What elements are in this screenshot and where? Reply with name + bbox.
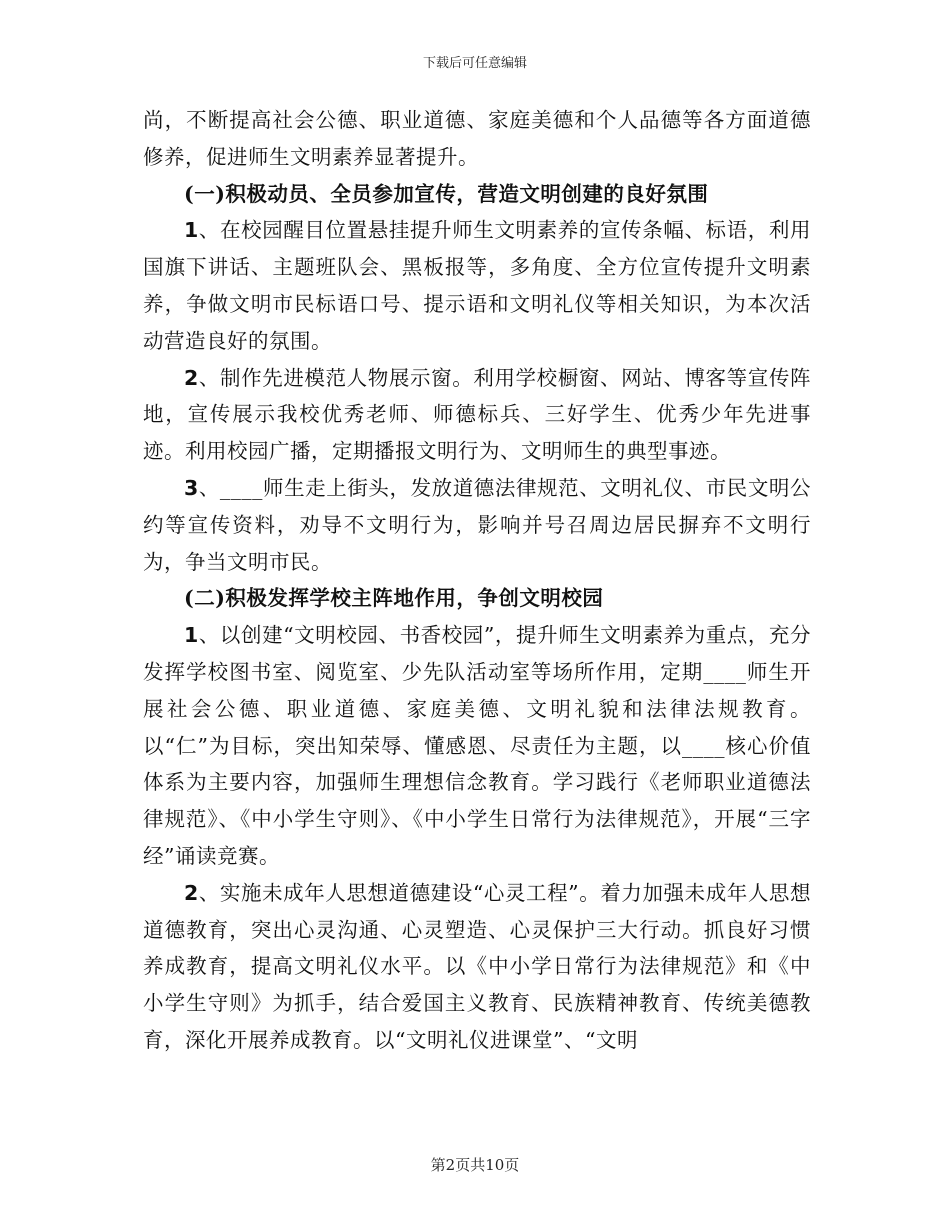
paragraph-text: 、在校园醒目位置悬挂提升师生文明素养的宣传条幅、标语，利用国旗下讲话、主题班队会、黑板报等，多角度、全方位宣传提升文明素养，争做文明市民标语口号、提示语和文明礼仪等相关知识，为本次活动营造良好的氛围。 [143,218,811,353]
item-number: 1 [184,218,199,243]
paragraph-text: 、____师生走上街头，发放道德法律规范、文明礼仪、市民文明公约等宣传资料，劝导不文明行为，影响并号召周边居民摒弃不文明行为，争当文明市民。 [143,475,811,574]
paragraph-text: 、制作先进模范人物展示窗。利用学校橱窗、网站、博客等宣传阵地，宣传展示我校优秀老师、师德标兵、三好学生、优秀少年先进事迹。利用校园广播，定期播报文明行为、文明师生的典型事迹。 [143,365,811,464]
section-heading [143,176,811,213]
paragraph [143,875,811,1059]
section-heading [143,580,811,617]
paragraph-text: 、实施未成年人思想道德建设“心灵工程”。着力加强未成年人思想道德教育，突出心灵沟通、心灵塑造、心灵保护三大行动。抓良好习惯养成教育，提高文明礼仪水平。以《中小学日常行为法律规范》和《中小学生守则》为抓手，结合爱国主义教育、民族精神教育、传统美德教育，深化开展养成教育。以“文明礼仪进课堂”、“文明 [143,880,811,1052]
page-footer: 第2页共10页 [430,1156,520,1174]
document-body [143,102,811,1059]
paragraph [143,470,811,580]
item-number: 2 [184,365,199,390]
paragraph [143,212,811,359]
heading-text: (一)积极动员、全员参加宣传，营造文明创建的良好氛围 [184,181,709,206]
paragraph [143,360,811,470]
paragraph [143,617,811,875]
paragraph [143,102,811,176]
header-note: 下载后可任意编辑 [422,56,527,71]
item-number: 3 [184,475,199,500]
paragraph-text: 、以创建“文明校园、书香校园”，提升师生文明素养为重点，充分发挥学校图书室、阅览室、少先队活动室等场所作用，定期____师生开展社会公德、职业道德、家庭美德、文明礼貌和法律法规教育。以“仁”为目标，突出知荣辱、懂感恩、尽责任为主题，以____核心价值体系为主要内容，加强师生理想信念教育。学习践行《老师职业道德法律规范》、《中小学生守则》、《中小学生日常行为法律规范》，开展“三字经”诵读竞赛。 [143,623,811,868]
item-number: 1 [184,623,199,648]
heading-text: (二)积极发挥学校主阵地作用，争创文明校园 [184,586,604,611]
item-number: 2 [184,880,199,905]
paragraph-text: 尚，不断提高社会公德、职业道德、家庭美德和个人品德等各方面道德修养，促进师生文明素养显著提升。 [143,108,811,169]
